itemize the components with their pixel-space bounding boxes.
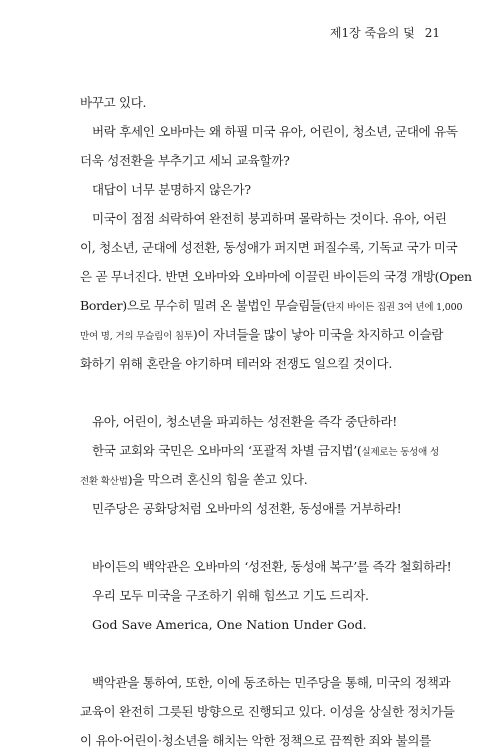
paragraph-line bbox=[80, 320, 452, 349]
text-run: )을 막으려 혼신의 힘을 쏟고 있다. bbox=[127, 472, 308, 487]
paragraph-line: 더욱 성전환을 부추기고 세뇌 교육할까? bbox=[80, 153, 290, 168]
paragraph-line: 민주당은 공화당처럼 오바마의 성전환, 동성애를 거부하라! bbox=[92, 501, 402, 516]
text-run: 한국 교회와 국민은 오바마의 ‘포괄적 차별 금지법’( bbox=[92, 443, 362, 458]
paragraph-line: 버락 후세인 오바마는 왜 하필 미국 유아, 어린이, 청소년, 군대에 유독 bbox=[92, 124, 458, 139]
paragraph-line: 백악관을 통하여, 또한, 이에 동조하는 민주당을 통해, 미국의 정책과 bbox=[92, 675, 451, 690]
paragraph-line: 대답이 너무 분명하지 않은가? bbox=[92, 182, 251, 197]
paragraph-line: 화하기 위해 혼란을 야기하며 테러와 전쟁도 일으킬 것이다. bbox=[80, 356, 392, 371]
paragraph-gap bbox=[80, 378, 452, 407]
text-run: Border)으로 무수히 밀려 온 불법인 무슬림들( bbox=[80, 298, 327, 313]
running-header bbox=[330, 24, 440, 41]
chapter-title: 제1장 죽음의 덫 bbox=[329, 26, 415, 40]
parenthetical-note: 단지 바이든 집권 3여 년에 1,000 bbox=[326, 302, 463, 313]
paragraph-line: 미국이 점점 쇠락하여 완전히 붕괴하며 몰락하는 것이다. 유아, 어린 bbox=[92, 211, 447, 226]
parenthetical-note: 만여 명, 거의 무슬림이 침투 bbox=[80, 331, 193, 342]
text-run: )이 자녀들을 많이 낳아 미국을 차지하고 이슬람 bbox=[192, 327, 444, 342]
parenthetical-note: 전환 확산법 bbox=[80, 476, 128, 487]
paragraph-line: 바이든의 백악관은 오바마의 ‘성전환, 동성애 복구’를 즉각 철회하라! bbox=[92, 559, 452, 574]
paragraph-line bbox=[80, 291, 463, 320]
paragraph-line: God Save America, One Nation Under God. bbox=[92, 617, 367, 632]
paragraph-line: 이 유아·어린이·청소년을 해치는 악한 정책으로 끔찍한 죄와 불의를 bbox=[80, 733, 431, 748]
parenthetical-note: 실제로는 동성애 성 bbox=[361, 447, 439, 458]
body-text bbox=[80, 88, 472, 755]
paragraph-gap bbox=[80, 523, 452, 552]
paragraph-gap bbox=[80, 639, 452, 668]
paragraph-line: 바꾸고 있다. bbox=[80, 95, 147, 110]
paragraph-line bbox=[80, 465, 452, 494]
paragraph-line: 우리 모두 미국을 구조하기 위해 힘쓰고 기도 드리자. bbox=[92, 588, 369, 603]
paragraph-line bbox=[80, 436, 452, 465]
paragraph-line: 은 곧 무너진다. 반면 오바마와 오바마에 이끌린 바이든의 국경 개방(Open bbox=[80, 269, 472, 284]
page-number: 21 bbox=[424, 26, 440, 40]
paragraph-line: 이, 청소년, 군대에 성전환, 동성애가 퍼지면 퍼질수록, 기독교 국가 미국 bbox=[80, 240, 458, 255]
paragraph-line: 유아, 어린이, 청소년을 파괴하는 성전환을 즉각 중단하라! bbox=[92, 414, 397, 429]
paragraph-line: 교육이 완전히 그릇된 방향으로 진행되고 있다. 이성을 상실한 정치가들 bbox=[80, 704, 455, 719]
